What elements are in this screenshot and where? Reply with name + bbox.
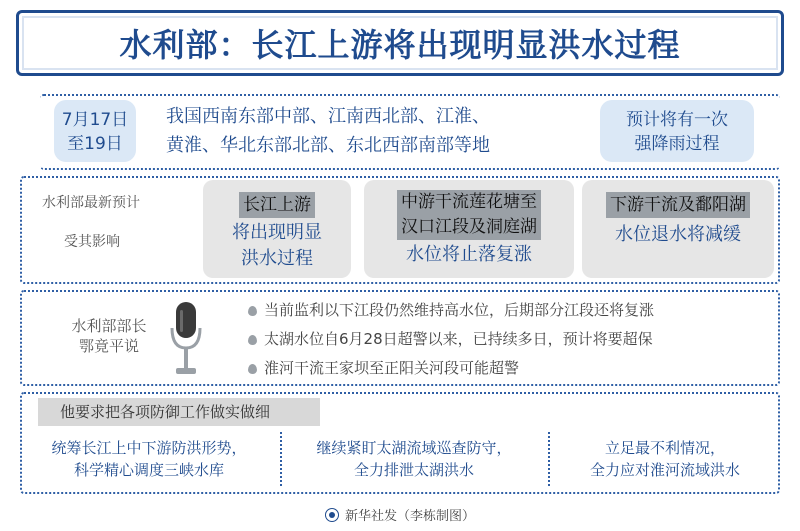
card-head-line-2: 汉口江段及洞庭湖 (401, 217, 537, 237)
task-line-1: 立足最不利情况， (604, 439, 725, 457)
card-head (397, 190, 541, 240)
statement-item: 太湖水位自6月28日超警以来，已持续多日，预计将要超保 (248, 325, 768, 354)
statement-item: 淮河干流王家坝至正阳关河段可能超警 (248, 354, 768, 383)
task-item-huaihe (552, 437, 778, 481)
forecast-line-2: 强降雨过程 (634, 134, 720, 154)
card-body-line-1: 水位将止落复涨 (406, 244, 532, 265)
task-item-taihu (284, 437, 544, 481)
divider (280, 432, 282, 486)
credit-text: 新华社发（李栋制图） (344, 509, 475, 524)
tasks-header: 他要求把各项防御工作做实做细 (38, 398, 320, 426)
forecast-line-1: 预计将有一次 (626, 110, 728, 130)
impact-label-forecast: 水利部最新预计 (42, 195, 140, 211)
regions-line-2: 黄淮、华北东部北部、东北西部南部等地 (166, 135, 490, 156)
middle-yangtze-card (364, 180, 574, 278)
card-body-line-2: 洪水过程 (241, 248, 313, 269)
card-head-line-1: 中游干流莲花塘至 (401, 192, 537, 212)
divider (548, 432, 550, 486)
affected-regions (166, 102, 586, 160)
task-line-1: 继续紧盯太湖流域巡查防守， (316, 439, 512, 457)
card-head: 长江上游 (239, 192, 315, 218)
minister-attribution (64, 316, 154, 356)
minister-name-line-1: 水利部部长 (71, 317, 147, 335)
task-item-yangtze (24, 437, 274, 481)
credit-line (0, 505, 800, 524)
task-line-1: 统筹长江上中下游防洪形势， (51, 439, 247, 457)
date-line-2: 至19日 (67, 134, 123, 154)
lower-yangtze-card (582, 180, 774, 278)
rain-forecast-badge (600, 100, 754, 162)
task-line-2: 全力应对淮河流域洪水 (589, 461, 740, 479)
task-line-2: 科学精心调度三峡水库 (73, 461, 224, 479)
page-title: 水利部：长江上游将出现明显洪水过程 (119, 26, 681, 64)
date-badge (54, 100, 136, 162)
minister-statements (248, 296, 768, 383)
date-line-1: 7月17日 (61, 110, 129, 130)
impact-label-affected: 受其影响 (64, 234, 120, 250)
card-body-line-1: 水位退水将减缓 (615, 224, 741, 245)
upper-yangtze-card (203, 180, 351, 278)
card-head: 下游干流及鄱阳湖 (606, 192, 750, 218)
minister-name-line-2: 鄂竟平说 (78, 337, 139, 355)
card-body-line-1: 将出现明显 (232, 222, 322, 243)
microphone-icon (166, 300, 206, 380)
statement-item: 当前监利以下江段仍然维持高水位，后期部分江段还将复涨 (248, 296, 768, 325)
task-line-2: 全力排泄太湖洪水 (353, 461, 474, 479)
xinhua-logo-icon (325, 508, 339, 522)
title-banner (16, 10, 784, 76)
regions-line-1: 我国西南东部中部、江南西北部、江淮、 (166, 106, 490, 127)
